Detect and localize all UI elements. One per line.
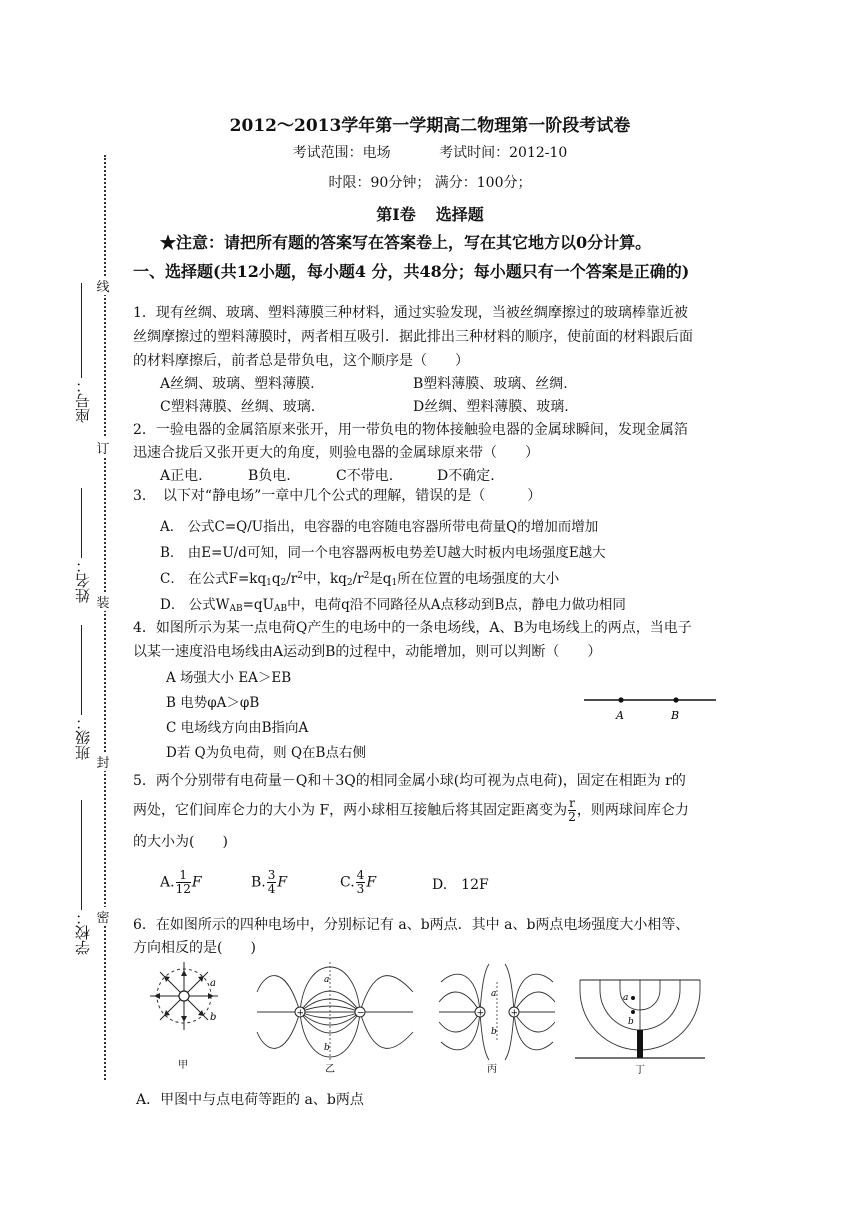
q2-option-a: A正电. [160,468,203,484]
q4-option-b: B 电势φA＞φB [166,695,260,711]
q4-option-c: C 电场线方向由B指向A [166,720,309,736]
point-a-dot [618,697,623,702]
exam-time: 考试时间：2012-10 [439,145,568,161]
q2-option-b: B负电. [248,468,291,484]
binding-char-mi: 密 [94,907,112,926]
school-label: 学校： [74,910,92,955]
bing-point-b: b [491,1027,497,1037]
q4-option-a: A 场强大小 EA＞EB [166,670,292,686]
q2-option-c: C不带电. [336,468,394,484]
q6-figure-ding [575,970,705,1076]
q6-line-1: 6．在如图所示的四种电场中，分别标记有 a、b两点．其中 a、b两点电场强度大小相等、 [133,917,690,933]
name-underline [81,488,82,558]
q1-option-c: C塑料薄膜、丝绸、玻璃. [160,399,316,415]
seat-number-underline [81,283,82,378]
q6-option-a: A．甲图中与点电荷等距的 a、b两点 [136,1092,364,1108]
q3-option-b: B． 由E=U/d可知，同一个电容器两板电势差U越大时板内电场强度E越大 [160,545,606,561]
ding-point-a: a [623,993,629,1003]
svg-text:−: − [357,1008,365,1019]
q5-fraction-r-over-2: $\frac{r}{2}$ [568,796,576,824]
part-name: 选择题 [435,205,484,224]
q4-line-1: 4．如图所示为某一点电荷Q产生的电场中的一条电场线，A、B为电场线上的两点，当电子 [133,620,692,636]
svg-text:+: + [296,1008,305,1019]
class-underline [81,625,82,715]
school-underline [81,800,82,910]
q4-field-line-figure [580,688,720,724]
q5-line-3: 的大小为( ) [133,834,228,850]
svg-text:+: + [510,1008,519,1019]
point-charge [179,991,189,1001]
point-b-dot [673,697,678,702]
q5-option-a: A. $\frac{1}{12}$ F [160,868,202,896]
point-b-label: B [671,709,680,722]
q5-option-d: D. 12F [432,877,489,893]
bing-point-a: a [491,989,497,999]
q5-option-c: C. $\frac{4}{3}$ F [340,868,377,896]
exam-limits: 时限：90分钟； 满分：100分； [328,175,532,191]
q1-option-b: B塑料薄膜、玻璃、丝绸. [413,376,568,392]
part-label: 第Ⅰ卷 [376,205,416,224]
q6-figure-bing [437,962,557,1074]
figure-label-yi: 乙 [325,1064,335,1074]
q2-line-2: 迅速合拢后又张开更大的角度，则验电器的金属球原来带（ ） [133,445,539,461]
ding-point-b: b [628,1017,634,1027]
exam-title: 2012～2013学年第一学期高二物理第一阶段考试卷 [229,116,631,136]
q3-option-c: C． 在公式$F=kq_1q_2/r^2$中，$kq_2/r^2$是$q_1$所在位置的电场强度的大小 [160,571,560,588]
jia-point-b: b [210,1012,217,1023]
q1-option-d: D丝绸、塑料薄膜、玻璃. [413,399,569,415]
q1-line-2: 丝绸摩擦过的塑料薄膜时，两者相互吸引．据此排出三种材料的顺序，使前面的材料跟后面 [133,329,693,345]
q4-option-d: D若 Q为负电荷，则 Q在B点右侧 [166,745,366,761]
seat-number-label: 座号： [74,378,92,423]
q6-figure-yi [255,962,415,1074]
q3-option-a: A． 公式C=Q/U指出，电容器的电容随电容器所带电荷量Q的增加而增加 [160,519,599,535]
figure-label-ding: 丁 [635,1065,645,1076]
q1-line-1: 1．现有丝绸、玻璃、塑料薄膜三种材料，通过实验发现，当被丝绸摩擦过的玻璃棒靠近被 [133,305,688,321]
yi-point-a: a [324,975,330,985]
q1-option-a: A丝绸、玻璃、塑料薄膜. [160,376,315,392]
part-heading [0,202,860,225]
q5-line-2: 两处，它们间库仑力的大小为 F，两小球相互接触后将其固定距离变为 $\frac{r}{2}$ ，则两球间库仑力 [133,796,689,824]
svg-text:+: + [476,1008,485,1019]
binding-char-zhuang: 装 [94,592,112,611]
binding-char-feng: 封 [94,752,112,771]
q5-line-1: 5．两个分别带有电荷量－Q和＋3Q的相同金属小球(均可视为点电荷)，固定在相距为 r的 [133,773,686,789]
name-label: 姓名： [74,558,92,603]
point-a-label: A [616,709,624,722]
jia-point-a: a [210,978,216,989]
figure-label-jia: 甲 [178,1060,188,1071]
notice: ★注意：请把所有题的答案写在答案卷上，写在其它地方以0分计算。 [160,233,652,252]
q2-option-d: D不确定. [437,468,495,484]
q2-line-1: 2．一验电器的金属箔原来张开，用一带负电的物体接触验电器的金属球瞬间，发现金属箔 [133,422,688,438]
q5-option-b: B. $\frac{3}{4}$ F [251,868,288,896]
q6-line-2: 方向相反的是( ) [133,940,256,956]
section-heading: 一、选择题(共12小题，每小题4 分，共48分；每小题只有一个答案是正确的) [133,262,690,281]
exam-scope: 考试范围：电场 [292,145,391,161]
q3-stem: 3． 以下对“静电场”一章中几个公式的理解，错误的是（ ） [133,488,542,504]
q1-line-3: 的材料摩擦后，前者总是带负电，这个顺序是（ ） [133,353,469,369]
exam-meta-line [0,142,860,162]
charged-rod [637,1030,643,1058]
q4-line-2: 以某一速度沿电场线由A运动到B的过程中，动能增加，则可以判断（ ） [133,644,602,660]
class-label: 班级： [74,715,92,760]
q3-option-d: D． 公式$W_{AB}=qU_{AB}$中，电荷q沿不同路径从A点移动到B点，静电力做功相同 [160,597,626,614]
q6-figure-jia [140,962,235,1072]
binding-char-xian: 线 [94,276,112,295]
yi-point-b: b [324,1043,330,1053]
binding-char-ding: 订 [94,438,112,457]
figure-label-bing: 丙 [487,1064,497,1074]
